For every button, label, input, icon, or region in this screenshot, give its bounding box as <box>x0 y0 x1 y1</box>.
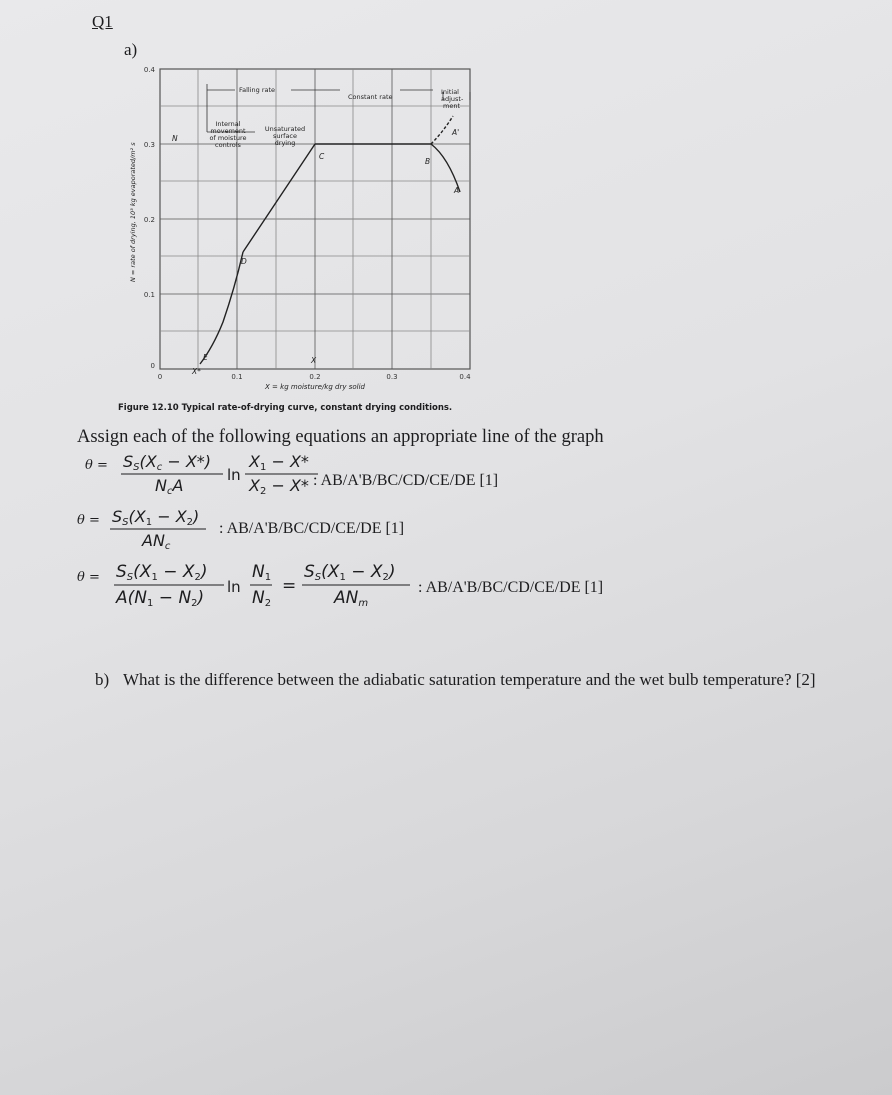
y-tick-0.2: 0.2 <box>143 216 155 224</box>
svg-text:X1 − X*: X1 − X* <box>249 452 309 473</box>
svg-text:ANc: ANc <box>142 531 171 550</box>
part-a-label: a) <box>124 40 138 59</box>
point-e-label: E <box>203 353 208 362</box>
region-unsat-2: surface <box>272 132 298 140</box>
equation-2 <box>106 505 216 550</box>
point-c-label: C <box>319 152 325 161</box>
initial-label-2: adjust- <box>441 95 464 103</box>
instruction-text: Assign each of the following equations an appropriate line of the graph <box>77 427 604 447</box>
equation-1-choices: : AB/A'B/BC/CD/CE/DE [1] <box>313 472 499 489</box>
point-b-label: B <box>425 157 431 166</box>
initial-label-1: Initial <box>441 88 459 96</box>
point-a1-label: A' <box>452 128 460 137</box>
curve-segment-BA <box>431 144 460 192</box>
x-tick-0.3: 0.3 <box>386 373 398 381</box>
part-b-label: b) <box>95 670 110 689</box>
xstar-label: X* <box>192 367 201 376</box>
falling-rate-label: Falling rate <box>239 86 276 94</box>
svg-text:NcA: NcA <box>155 476 184 495</box>
figure-grid <box>160 69 470 369</box>
part-b-text: What is the difference between the adiabatic saturation temperature and the wet bulb temperature? [2] <box>123 670 816 689</box>
svg-text:ln: ln <box>227 466 241 484</box>
region-internal-4: controls <box>215 141 241 149</box>
x-tick-0: 0 <box>157 373 163 381</box>
curve-segment-DC <box>243 144 315 252</box>
curve-segment-BA1 <box>431 116 453 144</box>
region-unsat-1: Unsaturated <box>264 125 306 133</box>
nc-label: N <box>172 134 178 143</box>
x-tick-0.2: 0.2 <box>309 373 321 381</box>
part-b-question <box>95 668 870 691</box>
equation-1 <box>115 450 330 495</box>
equation-3-theta: θ = <box>77 570 100 585</box>
question-number: Q1 <box>92 12 113 31</box>
svg-text:N1: N1 <box>252 562 272 583</box>
point-a-label: A <box>454 186 460 195</box>
region-internal-1: Internal <box>215 120 241 128</box>
svg-text:SS(X1 − X2): SS(X1 − X2) <box>112 507 200 528</box>
drying-rate-figure <box>115 52 475 397</box>
drying-curve <box>200 116 460 364</box>
figure-caption: Figure 12.10 Typical rate-of-drying curve, constant drying conditions. <box>118 403 453 413</box>
x-tick-0.1: 0.1 <box>231 373 243 381</box>
initial-label-3: ment <box>443 102 460 110</box>
svg-text:SS(Xc − X*): SS(Xc − X*) <box>123 452 212 473</box>
x-tick-0.4: 0.4 <box>459 373 471 381</box>
region-internal-3: of moisture <box>209 134 247 142</box>
xc-label: X <box>311 356 317 365</box>
equation-2-theta: θ = <box>77 513 100 528</box>
region-unsat-3: drying <box>274 139 296 147</box>
svg-text:ANm: ANm <box>334 588 369 608</box>
curve-segment-ED <box>200 252 243 364</box>
svg-text:SS(X1 − X2): SS(X1 − X2) <box>304 562 396 583</box>
region-internal-2: movement <box>210 127 246 135</box>
y-tick-0.1: 0.1 <box>143 291 155 299</box>
svg-text:=: = <box>282 576 297 596</box>
equation-1-theta: θ = <box>85 458 108 473</box>
y-axis-label: N = rate of drying, 10³ kg evaporated/m² s <box>129 142 137 282</box>
y-tick-0.3: 0.3 <box>143 141 155 149</box>
x-axis-label: X = kg moisture/kg dry solid <box>265 383 365 391</box>
equation-3 <box>106 560 416 608</box>
y-tick-0.4: 0.4 <box>143 66 155 74</box>
constant-rate-label: Constant rate <box>348 93 393 101</box>
svg-text:N2: N2 <box>252 588 272 608</box>
svg-text:X2 − X*: X2 − X* <box>249 476 309 495</box>
equation-2-choices: : AB/A'B/BC/CD/CE/DE [1] <box>219 520 405 537</box>
svg-text:ln: ln <box>227 578 241 596</box>
y-tick-0: 0 <box>150 362 155 370</box>
svg-text:A(N1 − N2): A(N1 − N2) <box>116 588 205 608</box>
point-d-label: D <box>241 257 247 266</box>
equation-3-choices: : AB/A'B/BC/CD/CE/DE [1] <box>418 579 604 596</box>
svg-text:SS(X1 − X2): SS(X1 − X2) <box>116 562 208 583</box>
